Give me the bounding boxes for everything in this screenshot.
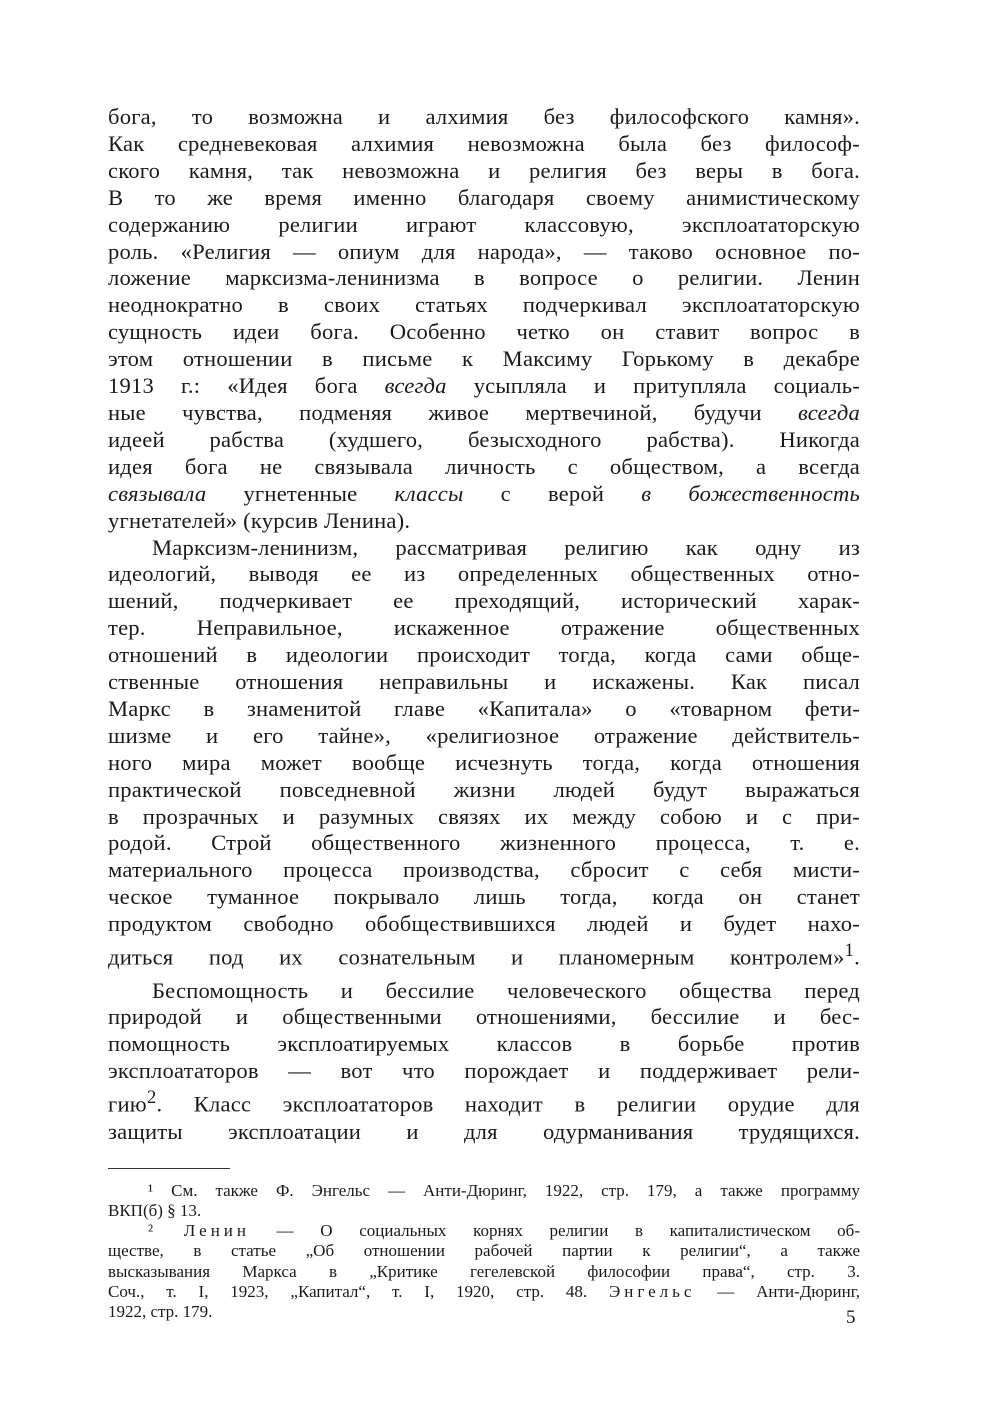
footnote-ref-1[interactable]: 1 (844, 940, 855, 962)
footnote-mark: ² (148, 1221, 154, 1241)
text-line: эксплоататоров — вот что порождает и поддерживает рели- (108, 1058, 860, 1084)
text-segment: 1913 г.: «Идея бога (108, 373, 385, 399)
text-line: отношений в идеологии происходит тогда, когда сами обще- (108, 642, 860, 668)
footnote-line (108, 1221, 860, 1241)
author-name: Ленин (153, 1221, 251, 1241)
text-line: этом отношении в письме к Максиму Горькому в декабре (108, 346, 860, 372)
text-line (108, 373, 860, 400)
text-line: Маркс в знаменитой главе «Капитала» о «товарном фети- (108, 695, 860, 721)
footnote-line: высказывания Маркса в „Критике гегелевской философии права“, стр. 3. (108, 1261, 860, 1281)
text-line: угнетателей» (курсив Ленина). (108, 507, 411, 533)
text-line: Как средневековая алхимия невозможна была без философ- (108, 130, 860, 156)
text-line: в прозрачных и разумных связях их между собою и с при- (108, 803, 860, 829)
text-line (108, 400, 860, 427)
italic-emphasis: всегда (797, 399, 860, 425)
footnote-line: ществе, в статье „Об отношении рабочей партии к религии“, а также (108, 1241, 860, 1261)
text-line: Марксизм-ленинизм, рассматривая религию как одну из (152, 534, 860, 560)
text-line: защиты эксплоатации и для одурманивания трудящихся. (108, 1118, 860, 1144)
text-line: шений, подчеркивает ее преходящий, исторический харак- (108, 588, 860, 614)
text-segment: усыпляла и притупляла социаль- (446, 373, 861, 399)
text-line: шизме и его тайне», «религиозное отражение действитель- (108, 722, 860, 748)
footnote-text: Соч., т. I, 1923, „Капитал“, т. I, 1920, стр. 48. (108, 1281, 610, 1301)
paragraph-2 (108, 535, 860, 972)
footnote-text: — Анти-Дюринг, (695, 1281, 861, 1301)
footnote-ref-2[interactable]: 2 (146, 1087, 157, 1109)
text-line: сущность идеи бога. Особенно четко он ставит вопрос в (108, 319, 860, 345)
text-line: ственные отношения неправильны и искажены. Как писал (108, 669, 860, 695)
text-line: неоднократно в своих статьях подчеркивал эксплоататорскую (108, 292, 860, 318)
italic-emphasis: связывала (108, 480, 207, 506)
page-number: 5 (846, 1307, 856, 1328)
text-line: ложение марксизма-ленинизма в вопросе о религии. Ленин (108, 265, 860, 291)
paragraph-1 (108, 104, 860, 535)
footnote-mark: ¹ (148, 1180, 154, 1200)
text-line: материального процесса производства, сбросит с себя мисти- (108, 857, 860, 883)
text-line: тер. Неправильное, искаженное отражение общественных (108, 615, 860, 641)
text-segment: . (854, 944, 860, 970)
text-line: ческое туманное покрывало лишь тогда, когда он станет (108, 884, 860, 910)
footnote-2 (108, 1221, 860, 1322)
footnote-line: 1922, стр. 179. (108, 1302, 213, 1322)
text-line (108, 1085, 860, 1118)
text-segment: гию (108, 1091, 147, 1117)
text-line: продуктом свободно обобществившихся людей и будет нахо- (108, 911, 860, 937)
italic-emphasis: классы (394, 480, 464, 506)
text-line: идея бога не связывала личность с обществом, а всегда (108, 453, 860, 479)
book-page (108, 104, 860, 1323)
footnote-text: — О социальных корнях религии в капиталистическом об- (250, 1221, 860, 1241)
text-line: роль. «Религия — опиум для народа», — таково основное по- (108, 238, 860, 264)
footnotes (108, 1181, 860, 1323)
italic-emphasis: в божественность (641, 480, 860, 506)
main-text (108, 104, 860, 1146)
author-name: Энгельс (609, 1281, 696, 1301)
text-line: помощность эксплоатируемых классов в борьбе против (108, 1031, 860, 1057)
text-line: природой и общественными отношениями, бессилие и бес- (108, 1004, 860, 1030)
text-line (108, 938, 860, 971)
text-line: В то же время именно благодаря своему анимистическому (108, 184, 860, 210)
text-line: ного мира может вообще исчезнуть тогда, когда отношения (108, 749, 860, 775)
text-segment: ные чувства, подменяя живое мертвечиной, будучи (108, 399, 798, 425)
footnote-line: ВКП(б) § 13. (108, 1200, 202, 1220)
paragraph-3 (108, 978, 860, 1146)
text-line: ского камня, так невозможна и религия без веры в бога. (108, 157, 860, 183)
footnote-line (108, 1181, 860, 1201)
text-segment: угнетенные (206, 480, 395, 506)
footnote-1 (108, 1181, 860, 1222)
text-line: содержанию религии играют классовую, эксплоататорскую (108, 211, 860, 237)
footnote-line (108, 1282, 860, 1302)
footnote-text: См. также Ф. Энгельс — Анти-Дюринг, 1922, стр. 179, а также программу (153, 1180, 860, 1200)
text-line: Беспомощность и бессилие человеческого общества перед (152, 977, 860, 1003)
text-line: идеей рабства (худшего, безысходного рабства). Никогда (108, 426, 860, 452)
text-segment: с верой (463, 480, 642, 506)
text-line: родой. Строй общественного жизненного процесса, т. е. (108, 830, 860, 856)
text-line: практической повседневной жизни людей будут выражаться (108, 776, 860, 802)
text-line (108, 481, 860, 508)
text-line: идеологий, выводя ее из определенных общественных отно- (108, 561, 860, 587)
text-segment: диться под их сознательным и планомерным контролем» (108, 944, 845, 970)
italic-emphasis: всегда (384, 373, 447, 399)
text-segment: . Класс эксплоататоров находит в религии орудие для (156, 1091, 860, 1117)
text-line: бога, то возможна и алхимия без философского камня». (108, 104, 860, 129)
footnote-divider (108, 1168, 230, 1169)
